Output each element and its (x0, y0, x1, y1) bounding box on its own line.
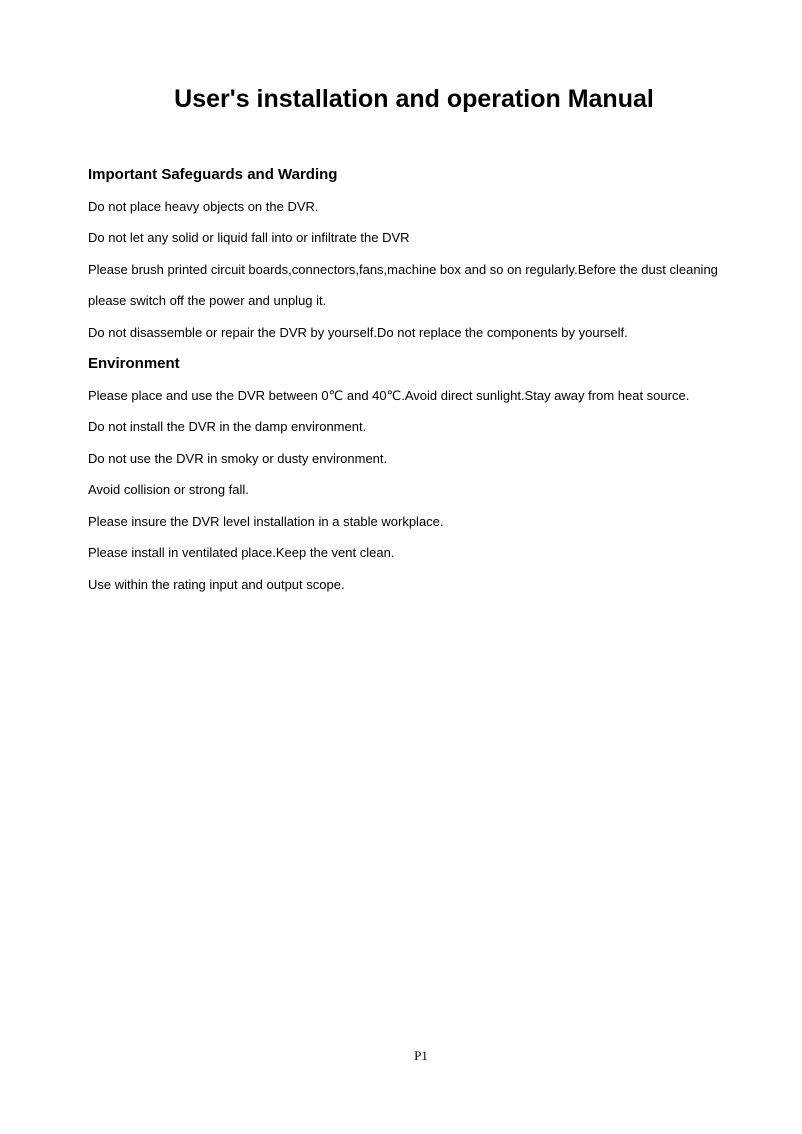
section-environment (88, 348, 740, 600)
section-important-safeguards (88, 159, 740, 348)
paragraph: Do not install the DVR in the damp environment. (88, 419, 367, 434)
page-number: P1 (414, 1048, 428, 1063)
paragraph: Do not disassemble or repair the DVR by yourself.Do not replace the components by yourself. (88, 324, 628, 340)
document-title: User's installation and operation Manual (174, 85, 654, 113)
paragraph: Please place and use the DVR between 0℃ and 40℃.Avoid direct sunlight.Stay away from heat source. (88, 387, 690, 403)
paragraph: Please brush printed circuit boards,connectors,fans,machine box and so on regularly.Before the dust cleaning please switch off the power and unplug it. (88, 261, 718, 308)
section-heading-important-safeguards: Important Safeguards and Warding (88, 166, 338, 183)
paragraph: Do not let any solid or liquid fall into or infiltrate the DVR (88, 230, 410, 245)
paragraph: Avoid collision or strong fall. (88, 482, 249, 497)
paragraph: Please insure the DVR level installation in a stable workplace. (88, 513, 444, 529)
document-content (88, 83, 740, 600)
paragraph: Do not place heavy objects on the DVR. (88, 198, 319, 214)
paragraph: Do not use the DVR in smoky or dusty environment. (88, 450, 388, 466)
paragraph: Please install in ventilated place.Keep the vent clean. (88, 545, 395, 560)
section-heading-environment: Environment (88, 355, 180, 372)
paragraph: Use within the rating input and output scope. (88, 576, 345, 592)
